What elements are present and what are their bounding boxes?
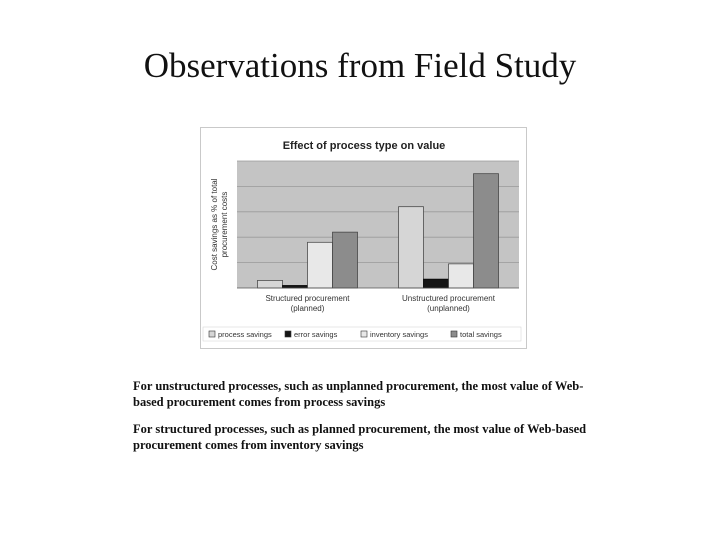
category-label-2: Unstructured procurement (unplanned) [402,294,495,313]
bar-chart [201,128,528,350]
chart-container [200,127,527,349]
bar-inventory-savings-2 [449,264,474,288]
legend-swatch-process-savings [209,331,215,337]
bar-process-savings-1 [258,280,283,288]
legend-swatch-error-savings [285,331,291,337]
bar-error-savings-2 [424,279,449,288]
category-label-1: Structured procurement (planned) [265,294,350,313]
legend-label-process-savings: process savings [218,330,272,339]
bar-total-savings-1 [333,232,358,288]
chart-title: Effect of process type on value [282,140,446,152]
legend-swatch-inventory-savings [361,331,367,337]
bar-process-savings-2 [399,207,424,288]
legend-label-inventory-savings: inventory savings [370,330,428,339]
bullet-text-1: For unstructured processes, such as unplanned procurement, the most value of Web-based procurement comes from process savings [133,379,584,409]
bullet-text-2: For structured processes, such as planned procurement, the most value of Web-based procurement comes from inventory savings [133,422,587,452]
slide-title: Observations from Field Study [143,46,577,85]
legend-label-total-savings: total savings [460,330,502,339]
legend-swatch-total-savings [451,331,457,337]
bar-inventory-savings-1 [308,242,333,288]
y-axis-label: Cost savings as % of totalprocurement costs [210,178,229,271]
legend-label-error-savings: error savings [294,330,338,339]
bar-total-savings-2 [474,174,499,288]
